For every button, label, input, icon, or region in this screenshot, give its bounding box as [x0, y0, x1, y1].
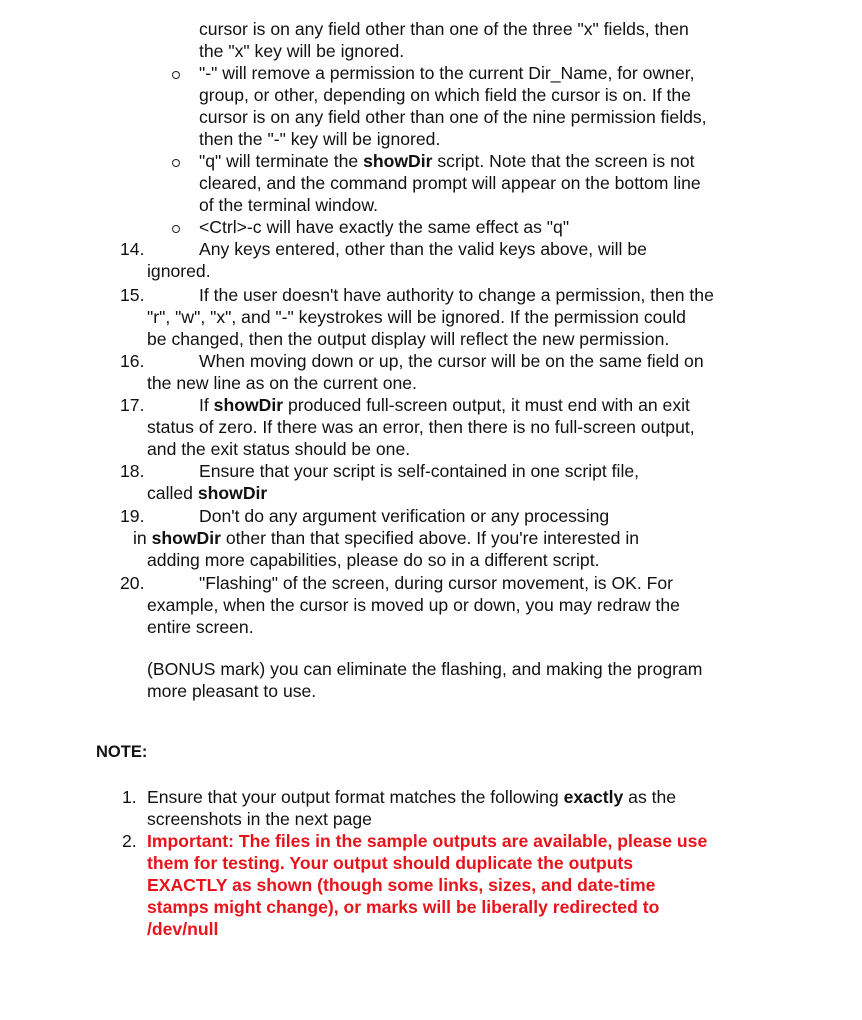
text-line: group, or other, depending on which field the cursor is on. If the [199, 85, 691, 105]
text-line: entire screen. [147, 617, 254, 637]
text-span: as the [623, 787, 677, 807]
item-number: 17. [120, 395, 145, 415]
text-line: (BONUS mark) you can eliminate the flashing, and making the program [147, 659, 703, 679]
item-14-rest [147, 260, 211, 282]
note-item-2-important [147, 830, 707, 940]
item-15-rest [147, 306, 686, 350]
text-line: "r", "w", "x", and "-" keystrokes will be ignored. If the permission could [147, 307, 686, 327]
text-line: "Flashing" of the screen, during cursor movement, is OK. For [199, 573, 674, 593]
text-span: script. Note that the screen is not [432, 151, 695, 171]
text-line: Ensure that your script is self-contained in one script file, [199, 461, 640, 481]
text-line [199, 394, 690, 416]
item-20-rest [147, 594, 680, 638]
text-span: called [147, 483, 198, 503]
item-16-rest [147, 372, 417, 394]
item-19-rest [147, 549, 600, 571]
item-number: 15. [120, 285, 145, 305]
text-line: <Ctrl>-c will have exactly the same effect as "q" [199, 217, 570, 237]
text-line: ignored. [147, 261, 211, 281]
text-line: status of zero. If there was an error, then there is no full-screen output, [147, 417, 695, 437]
text-line: the new line as on the current one. [147, 373, 417, 393]
text-line: "-" will remove a permission to the current Dir_Name, for owner, [199, 63, 695, 83]
text-line: be changed, then the output display will reflect the new permission. [147, 329, 670, 349]
text-line [199, 150, 701, 172]
text-line: the "x" key will be ignored. [199, 41, 405, 61]
text-line: Important: The files in the sample outputs are available, please use [147, 831, 708, 851]
emphasis: exactly [563, 787, 624, 807]
text-line: cleared, and the command prompt will appear on the bottom line [199, 173, 701, 193]
circle-bullet-icon [172, 225, 180, 233]
circle-bullet-icon [172, 71, 180, 79]
text-line: them for testing. Your output should duplicate the outputs [147, 853, 634, 873]
text-span: "q" will terminate the [199, 151, 364, 171]
circle-bullet-icon [172, 159, 180, 167]
text-line: more pleasant to use. [147, 681, 317, 701]
item-number: 19. [120, 506, 145, 526]
text-span: produced full-screen output, it must end with an exit [283, 395, 690, 415]
sub-item-x-continuation [199, 18, 689, 62]
command-name: showDir [363, 151, 433, 171]
item-20-first-line [199, 572, 673, 594]
command-name: showDir [213, 395, 284, 415]
item-17-rest [147, 416, 695, 460]
item-19-first-line [199, 505, 609, 527]
text-line: If the user doesn't have authority to change a permission, then the [199, 285, 714, 305]
item-18-rest [147, 482, 267, 504]
text-span: Ensure that your output format matches the following [147, 787, 564, 807]
text-span: If [199, 395, 214, 415]
item-number: 16. [120, 351, 145, 371]
item-15-first-line [199, 284, 714, 306]
text-line: example, when the cursor is moved up or down, you may redraw the [147, 595, 680, 615]
text-line: EXACTLY as shown (though some links, sizes, and date-time [147, 875, 656, 895]
note-item-number: 2. [122, 831, 137, 851]
note-heading: NOTE: [96, 743, 148, 761]
item-number: 18. [120, 461, 145, 481]
command-name: showDir [151, 528, 221, 548]
item-18-first-line [199, 460, 639, 482]
text-line: then the "-" key will be ignored. [199, 129, 441, 149]
item-number: 20. [120, 573, 145, 593]
command-name: showDir [197, 483, 268, 503]
item-number: 14. [120, 239, 145, 259]
text-line [147, 786, 676, 808]
note-item-number: 1. [122, 787, 137, 807]
text-line: of the terminal window. [199, 195, 378, 215]
item-17-first-line [199, 394, 690, 416]
sub-item-minus [199, 62, 707, 150]
text-line: Any keys entered, other than the valid keys above, will be [199, 239, 647, 259]
text-line: /dev/null [147, 919, 219, 939]
text-span: other than that specified above. If you're interested in [221, 528, 640, 548]
text-line: stamps might change), or marks will be liberally redirected to [147, 897, 660, 917]
text-line [133, 527, 639, 549]
sub-item-q [199, 150, 701, 216]
text-line: adding more capabilities, please do so in a different script. [147, 550, 600, 570]
text-line: and the exit status should be one. [147, 439, 411, 459]
text-line: screenshots in the next page [147, 809, 372, 829]
text-line: Don't do any argument verification or any processing [199, 506, 610, 526]
text-line [147, 482, 267, 504]
item-14-first-line [199, 238, 647, 260]
text-line: cursor is on any field other than one of the nine permission fields, [199, 107, 707, 127]
bonus-paragraph [147, 658, 702, 702]
note-item-1 [147, 786, 676, 830]
text-line: cursor is on any field other than one of the three "x" fields, then [199, 19, 689, 39]
sub-item-ctrl-c [199, 216, 569, 238]
item-19-second-line [133, 527, 639, 549]
text-line: When moving down or up, the cursor will be on the same field on [199, 351, 704, 371]
text-span: in [133, 528, 152, 548]
item-16-first-line [199, 350, 704, 372]
